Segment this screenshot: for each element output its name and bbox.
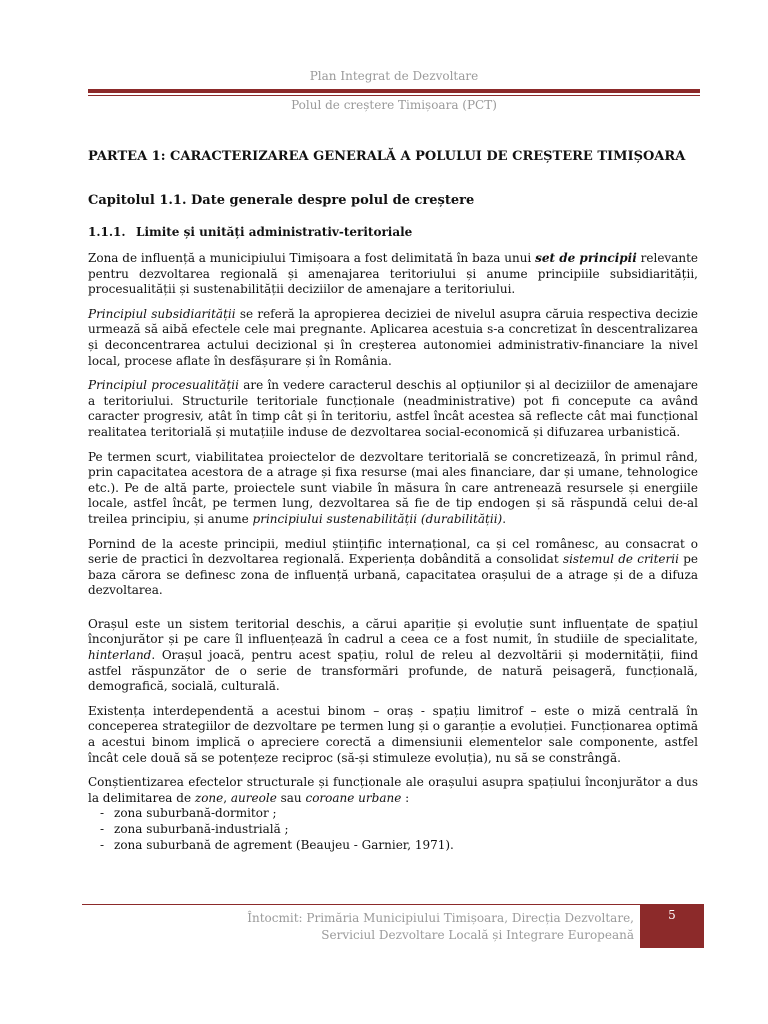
text-run: Existența interdependentă a acestui binom – oraș - spațiu limitrof – este o miză centrală în conceperea strategiilor de dezvoltare pe termen lung și o garanție a evoluției. Funcționarea optimă a acestui binom implică o apreciere corectă a dimensiunii elementelor sale componente, astfel încât cele două să se potențeze reciproc (să-și stimuleze evoluția), nu să se constrângă. xyxy=(88,703,698,765)
text-run: pe baza cărora se definesc zona de influență urbană, capacitatea orașului de a atrage și de a difuza dezvoltarea. xyxy=(88,552,698,598)
emphasis-principiul-procesualitatii: Principiul procesualității xyxy=(88,378,239,393)
list-item: - zona suburbană-industrială ; xyxy=(100,822,698,838)
section-heading xyxy=(88,224,698,241)
part-title: PARTEA 1: CARACTERIZAREA GENERALĂ A POLULUI DE CREȘTERE TIMIȘOARA xyxy=(88,149,686,164)
emphasis-hinterland: hinterland xyxy=(88,648,152,663)
page-footer xyxy=(82,904,704,948)
zones-list xyxy=(88,806,698,853)
text-run: Pornind de la aceste principii, mediul științific internațional, ca și cel românesc, au consacrat o serie de practici în dezvoltarea regională. Experiența dobândită a consolidat xyxy=(88,536,698,567)
chapter-title: Capitolul 1.1. Date generale despre polul de creștere xyxy=(88,193,475,208)
emphasis-aureole: aureole xyxy=(230,790,277,805)
paragraph-3 xyxy=(88,378,698,440)
footer-credits xyxy=(82,910,634,944)
paragraph-2 xyxy=(88,307,698,369)
text-run: sau xyxy=(276,790,306,805)
text-run: relevante pentru dezvoltarea regională și amenajarea teritoriului și anume principiile subsidiarității, procesualității și sustenabilității deciziilor de amenajare a teritoriului. xyxy=(88,251,699,297)
text-run: are în vedere caracterul deschis al opțiunilor și al deciziilor de amenajare a teritoriului. Structurile teritoriale funcționale (neadministrative) pot fi concepute ca având caracter progresiv, atât în timp cât și în teritoriu, astfel încât acestea să reflecte cât mai funcțional realitatea teritorială și mutațiile induse de dezvoltarea social-economică și difuzarea urbanistică. xyxy=(88,378,698,439)
header-rule xyxy=(88,89,700,93)
footer-line-2: Serviciul Dezvoltare Locală și Integrare Europeană xyxy=(321,928,634,942)
text-run: . xyxy=(502,511,507,526)
text-run: Pe termen scurt, viabilitatea proiectelor de dezvoltare teritorială se concretizează, în primul rând, prin capacitatea acestora de a atrage și fixa resurse (mai ales financiare, dar și umane, tehnologice etc.). Pe de altă parte, proiectele sunt viabile în măsura în care antrenează resursele și energiile locale, astfel încât, pe termen lung, dezvoltarea să fie de tip endogen și să răspundă celui de-al treilea principiu, și anume xyxy=(88,449,698,526)
footer-line-1: Întocmit: Primăria Municipiului Timișoara, Direcția Dezvoltare, xyxy=(247,911,634,925)
list-item: - zona suburbană de agrement (Beaujeu - Garnier, 1971). xyxy=(100,838,698,854)
header-rule-thin xyxy=(88,95,700,96)
section-number: 1.1.1. xyxy=(88,225,126,239)
document-body xyxy=(88,148,698,853)
paragraph-7 xyxy=(88,704,698,766)
emphasis-set-de-principii: set de principii xyxy=(535,251,637,265)
paragraph-8 xyxy=(88,775,698,806)
text-run: : xyxy=(401,790,410,805)
paragraph-4 xyxy=(88,450,698,528)
emphasis-sistemul-de-criterii: sistemul de criterii xyxy=(562,552,679,567)
list-item: - zona suburbană-dormitor ; xyxy=(100,806,698,822)
section-title: Limite și unități administrativ-teritoriale xyxy=(136,225,413,239)
emphasis-principiul-subsidiaritatii: Principiul subsidiarității xyxy=(88,306,236,321)
emphasis-principiul-sustenabilitatii: principiului sustenabilității (durabilității) xyxy=(252,511,503,526)
text-run: Orașul este un sistem teritorial deschis, a cărui apariție și evoluție sunt influențate de spațiul înconjurător și pe care îl influențează în cadrul a ceea ce a fost numit, în studiile de specialitate, xyxy=(88,616,698,647)
paragraph-5 xyxy=(88,537,698,599)
page-number: 5 xyxy=(640,904,704,948)
page-header xyxy=(88,68,700,113)
text-run: Zona de influență a municipiului Timișoara a fost delimitată în baza unui xyxy=(88,251,536,265)
header-subtitle: Polul de creștere Timișoara (PCT) xyxy=(291,98,497,112)
footer-rule xyxy=(82,904,640,905)
text-run: Conștientizarea efectelor structurale și funcționale ale orașului asupra spațiului înconjurător a dus la delimitarea de xyxy=(88,775,698,805)
header-title: Plan Integrat de Dezvoltare xyxy=(309,69,479,83)
emphasis-coroane-urbane: coroane urbane xyxy=(305,790,402,805)
paragraph-6 xyxy=(88,617,698,695)
text-run: se referă la apropierea deciziei de nivelul asupra căruia respectiva decizie urmează să aibă efectele cele mai pregnante. Aplicarea acestuia s-a concretizat în descentralizarea și deconcentrarea actului decizional și în creșterea autonomiei administrativ-financiare la nivel local, procese aflate în desfășurare și în România. xyxy=(88,306,698,368)
paragraph-1 xyxy=(88,251,698,298)
text-run: , xyxy=(223,790,231,805)
emphasis-zone: zone xyxy=(194,790,224,805)
text-run: . Orașul joacă, pentru acest spațiu, rolul de releu al dezvoltării și modernității, fiind astfel răspunzător de o serie de transformări profunde, de natură peisageră, funcțională, demografică, socială, culturală. xyxy=(88,648,698,694)
